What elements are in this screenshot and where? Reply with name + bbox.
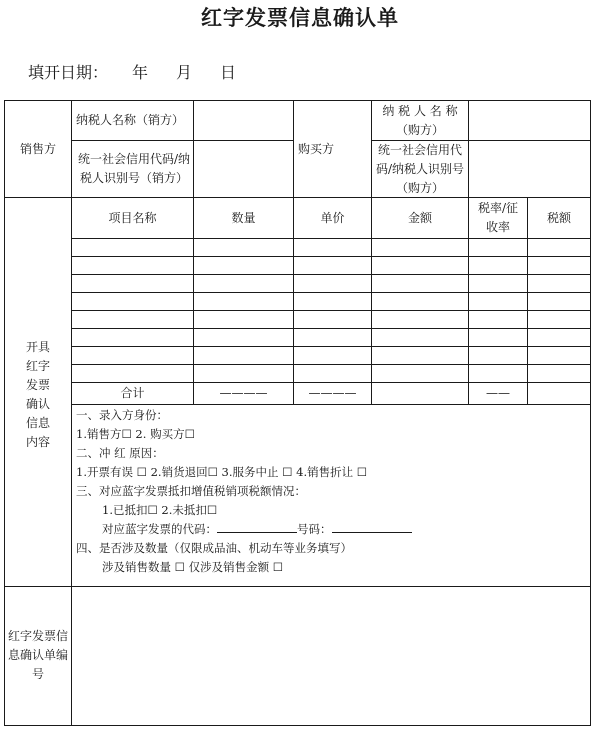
seller-name-value[interactable] [194,101,293,140]
blue-invoice-number-label: 号码： [297,522,332,536]
info-entry-role-options[interactable]: 1.销售方☐ 2. 购买方☐ [76,427,195,441]
buyer-id-value[interactable] [469,141,590,197]
column-header-amount: 金额 [407,210,432,225]
section-label: 开具红字发票确认信息内容 [25,340,50,449]
info-entry-identity: 一、录入方身份： [76,408,168,422]
buyer-name-label: 纳 税 人 名 称（购方） [382,103,458,137]
confirmation-info [76,406,586,577]
column-header-item: 项目名称 [108,210,157,225]
total-price-dash: ———— [308,386,357,400]
info-deduction-heading: 三、对应蓝字发票抵扣增值税销项税额情况： [76,484,306,498]
confirmation-number-value[interactable] [72,587,590,725]
confirmation-number-label: 红字发票信息确认单编号 [8,628,69,681]
info-quantity-options[interactable]: 涉及销售数量 ☐ 仅涉及销售金额 ☐ [102,560,284,574]
year-label: 年 [132,63,149,82]
column-header-tax-rate: 税率/征收率 [477,201,519,234]
info-quantity-heading: 四、是否涉及数量（仅限成品油、机动车等业务填写） [76,541,352,555]
seller-id-label: 统一社会信用代码/纳税人识别号（销方） [77,152,191,185]
seller-name-label: 纳税人名称（销方） [76,113,185,127]
buyer-label: 购买方 [298,141,335,156]
month-label: 月 [176,63,193,82]
info-blue-invoice-row [76,520,586,539]
total-quantity-dash: ———— [219,386,268,400]
info-reason-heading: 二、冲 红 原因： [76,446,164,460]
column-header-quantity: 数量 [231,210,256,225]
blue-invoice-code-blank[interactable] [217,520,297,533]
form-title: 红字发票信息确认单 [201,6,399,30]
blue-invoice-number-blank[interactable] [332,520,412,533]
buyer-id-label: 统一社会信用代码/纳税人识别号（购方） [375,142,465,195]
seller-label: 销售方 [19,141,56,156]
blue-invoice-code-label: 对应蓝字发票的代码： [102,522,217,536]
column-header-tax: 税额 [546,210,571,225]
total-label: 合计 [120,386,145,400]
column-header-unit-price: 单价 [320,210,345,225]
fill-date-label: 填开日期： [28,63,109,82]
day-label: 日 [220,63,237,82]
buyer-name-value[interactable] [469,101,590,140]
info-deduction-options[interactable]: 1.已抵扣☐ 2.未抵扣☐ [102,503,218,517]
info-reason-options[interactable]: 1.开票有误 ☐ 2.销货退回☐ 3.服务中止 ☐ 4.销售折让 ☐ [76,465,368,479]
seller-id-value[interactable] [194,141,293,197]
total-rate-dash: —— [486,386,510,400]
